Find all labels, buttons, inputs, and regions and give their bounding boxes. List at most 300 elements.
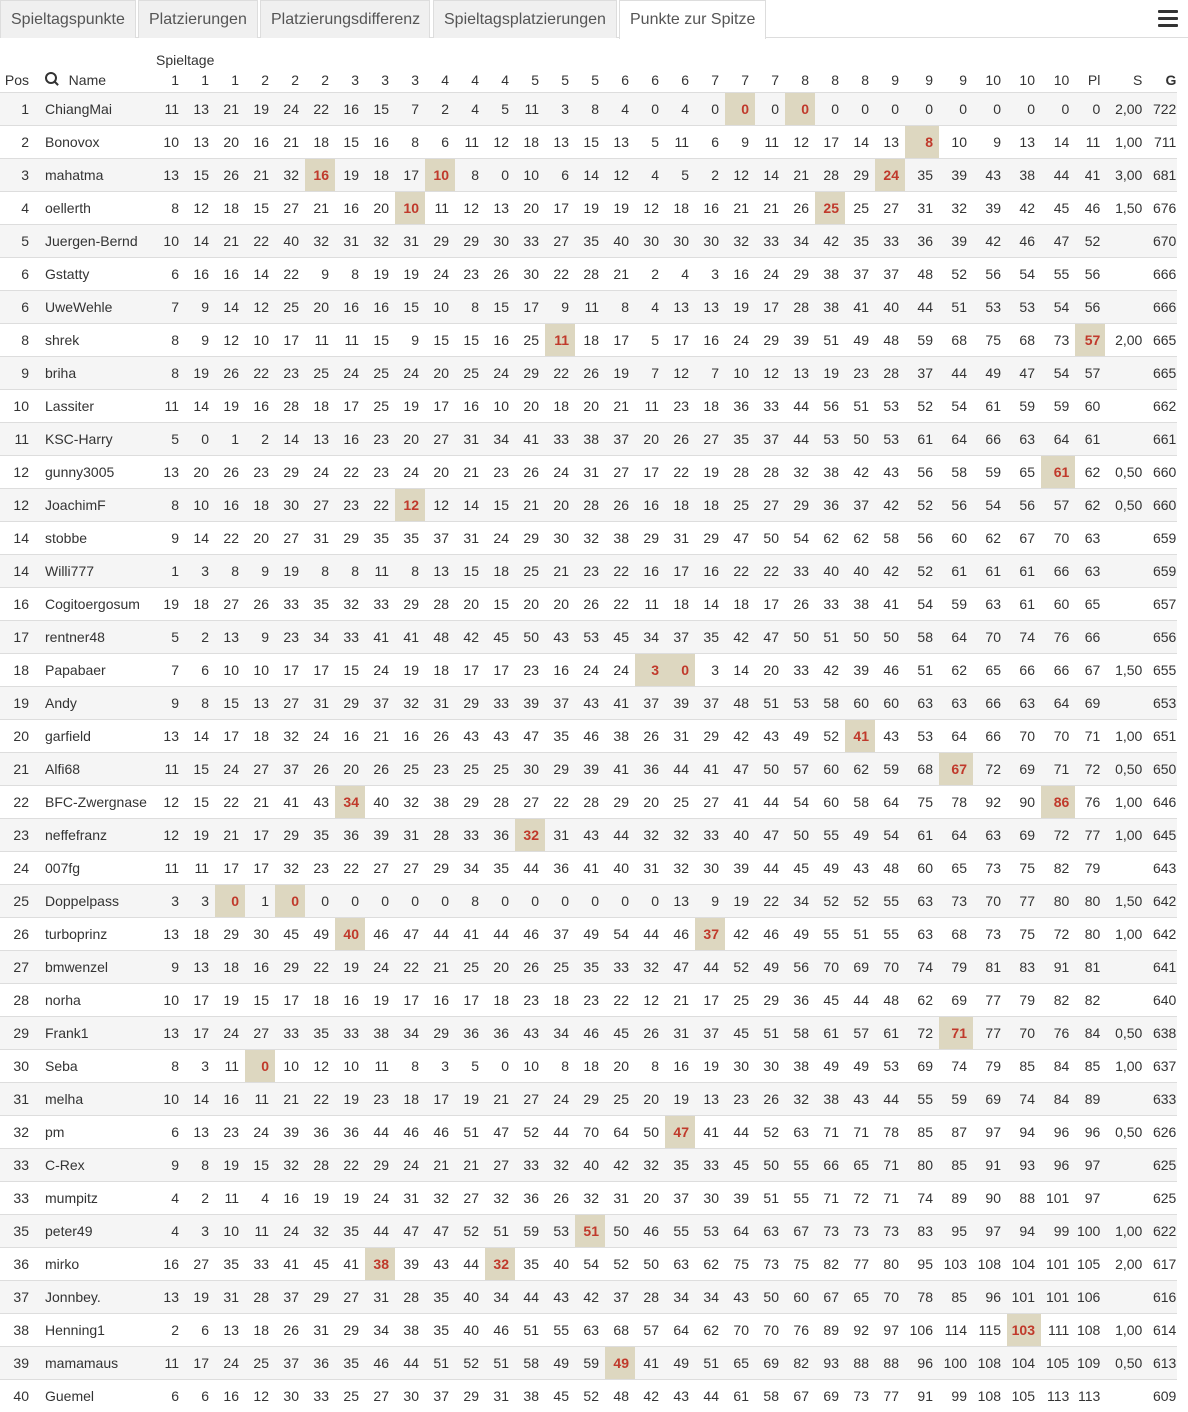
header-spieltag: 1 <box>171 72 179 88</box>
row-value: 34 <box>485 1281 515 1314</box>
row-value: 105 <box>1007 1380 1041 1412</box>
row-value: 6 <box>695 126 725 159</box>
row-g: 645 <box>1145 819 1177 852</box>
header-g[interactable]: G <box>1165 72 1177 88</box>
row-name[interactable]: Seba <box>35 1050 155 1083</box>
row-value: 48 <box>875 852 905 885</box>
row-value: 21 <box>215 93 245 126</box>
row-value: 70 <box>815 951 845 984</box>
row-name[interactable]: Juergen-Bernd <box>35 225 155 258</box>
row-value: 13 <box>665 885 695 918</box>
row-value: 20 <box>365 192 395 225</box>
row-value: 33 <box>365 588 395 621</box>
row-g: 643 <box>1145 852 1177 885</box>
row-value: 10 <box>485 390 515 423</box>
row-value: 0 <box>575 885 605 918</box>
tab-spieltagspunkte[interactable]: Spieltagspunkte <box>0 0 136 38</box>
row-value: 62 <box>939 654 973 687</box>
row-value: 25 <box>365 390 395 423</box>
row-value: 19 <box>185 819 215 852</box>
row-value: 15 <box>185 159 215 192</box>
row-name[interactable]: Alfi68 <box>35 753 155 786</box>
row-name[interactable]: mahatma <box>35 159 155 192</box>
row-name[interactable]: oellerth <box>35 192 155 225</box>
row-value: 27 <box>755 489 785 522</box>
row-value: 49 <box>755 951 785 984</box>
row-value: 13 <box>155 1017 185 1050</box>
row-value: 41 <box>605 753 635 786</box>
row-value: 13 <box>155 456 185 489</box>
row-value: 35 <box>395 522 425 555</box>
row-value: 64 <box>939 819 973 852</box>
table-row <box>0 951 1177 984</box>
row-value: 36 <box>305 1347 335 1380</box>
row-name[interactable]: stobbe <box>35 522 155 555</box>
row-value: 17 <box>215 720 245 753</box>
header-name-label: Name <box>68 72 107 88</box>
spieltage-group-label: Spieltage <box>156 52 215 68</box>
header-spieltag: 9 <box>959 72 967 88</box>
row-value: 32 <box>275 720 305 753</box>
row-value: 70 <box>1041 522 1075 555</box>
row-value: 32 <box>275 852 305 885</box>
row-value: 33 <box>335 1017 365 1050</box>
row-value: 30 <box>755 1050 785 1083</box>
table-row <box>0 291 1177 324</box>
row-value: 8 <box>455 159 485 192</box>
row-value: 28 <box>575 786 605 819</box>
row-value: 24 <box>545 456 575 489</box>
row-value: 29 <box>335 522 365 555</box>
row-value: 68 <box>605 1314 635 1347</box>
row-value: 20 <box>425 357 455 390</box>
row-value: 56 <box>973 258 1007 291</box>
row-pl: 52 <box>1075 225 1105 258</box>
row-value: 21 <box>365 720 395 753</box>
row-g: 657 <box>1145 588 1177 621</box>
row-name[interactable]: JoachimF <box>35 489 155 522</box>
table-row <box>0 489 1177 522</box>
table-row <box>0 1182 1177 1215</box>
row-value: 39 <box>845 654 875 687</box>
row-value: 40 <box>455 1314 485 1347</box>
row-name[interactable]: turboprinz <box>35 918 155 951</box>
row-value: 52 <box>455 1347 485 1380</box>
row-value: 44 <box>425 918 455 951</box>
row-value: 0 <box>335 885 365 918</box>
row-value: 11 <box>365 1050 395 1083</box>
row-name[interactable]: mumpitz <box>35 1182 155 1215</box>
row-value: 67 <box>1007 522 1041 555</box>
row-value: 11 <box>155 852 185 885</box>
row-value: 10 <box>155 126 185 159</box>
row-value: 58 <box>875 522 905 555</box>
row-value: 32 <box>575 522 605 555</box>
row-s <box>1105 621 1145 654</box>
header-spieltag: 2 <box>321 72 329 88</box>
tab-punkte-zur-spitze[interactable]: Punkte zur Spitze <box>619 0 766 39</box>
row-name[interactable]: KSC-Harry <box>35 423 155 456</box>
row-value: 0 <box>185 423 215 456</box>
header-spieltag: 10 <box>985 72 1001 88</box>
row-value: 31 <box>665 720 695 753</box>
row-g: 646 <box>1145 786 1177 819</box>
row-name[interactable]: Guemel <box>35 1380 155 1412</box>
row-value: 55 <box>785 1182 815 1215</box>
row-value: 43 <box>575 687 605 720</box>
row-value: 85 <box>1007 1050 1041 1083</box>
row-value: 92 <box>973 786 1007 819</box>
row-name[interactable]: pm <box>35 1116 155 1149</box>
row-value: 9 <box>185 291 215 324</box>
row-value: 31 <box>575 456 605 489</box>
row-name[interactable]: Cogitoergosum <box>35 588 155 621</box>
hamburger-menu-icon[interactable] <box>1158 10 1178 28</box>
row-pl: 62 <box>1075 489 1105 522</box>
row-value: 62 <box>695 1248 725 1281</box>
row-value: 60 <box>815 786 845 819</box>
row-name[interactable]: UweWehle <box>35 291 155 324</box>
row-value: 36 <box>515 1182 545 1215</box>
row-name[interactable]: 007fg <box>35 852 155 885</box>
row-value: 2 <box>185 1182 215 1215</box>
row-value: 22 <box>335 1149 365 1182</box>
row-value: 31 <box>635 852 665 885</box>
row-value: 26 <box>215 456 245 489</box>
row-name[interactable]: mirko <box>35 1248 155 1281</box>
row-value: 25 <box>605 1083 635 1116</box>
row-value: 8 <box>155 489 185 522</box>
row-value: 26 <box>305 753 335 786</box>
row-value: 4 <box>635 291 665 324</box>
row-name[interactable]: Andy <box>35 687 155 720</box>
row-value: 13 <box>155 159 185 192</box>
row-value: 41 <box>845 720 875 753</box>
row-value: 37 <box>275 1347 305 1380</box>
row-name[interactable]: Papabaer <box>35 654 155 687</box>
row-value: 45 <box>275 918 305 951</box>
row-value: 60 <box>845 687 875 720</box>
row-pos: 27 <box>0 951 35 984</box>
row-value: 27 <box>545 225 575 258</box>
row-value: 8 <box>455 291 485 324</box>
tab-spieltagsplatzierungen[interactable]: Spieltagsplatzierungen <box>433 0 617 38</box>
row-value: 44 <box>755 852 785 885</box>
row-name[interactable]: BFC-Zwergnase <box>35 786 155 819</box>
row-value: 37 <box>425 522 455 555</box>
row-value: 25 <box>365 357 395 390</box>
row-name[interactable]: Lassiter <box>35 390 155 423</box>
row-pl: 80 <box>1075 918 1105 951</box>
row-value: 14 <box>695 588 725 621</box>
row-pl: 97 <box>1075 1182 1105 1215</box>
row-value: 32 <box>335 588 365 621</box>
row-pl: 71 <box>1075 720 1105 753</box>
row-value: 63 <box>575 1314 605 1347</box>
row-value: 31 <box>485 1380 515 1412</box>
row-value: 26 <box>605 489 635 522</box>
row-value: 18 <box>215 192 245 225</box>
row-value: 36 <box>815 489 845 522</box>
row-value: 77 <box>1007 885 1041 918</box>
row-value: 10 <box>155 225 185 258</box>
row-value: 22 <box>245 225 275 258</box>
row-value: 42 <box>845 456 875 489</box>
row-value: 93 <box>815 1347 845 1380</box>
row-value: 26 <box>575 588 605 621</box>
row-value: 18 <box>695 489 725 522</box>
row-value: 41 <box>395 621 425 654</box>
row-pos: 9 <box>0 357 35 390</box>
row-value: 29 <box>425 1017 455 1050</box>
row-name[interactable]: peter49 <box>35 1215 155 1248</box>
row-value: 42 <box>725 720 755 753</box>
row-value: 18 <box>365 159 395 192</box>
row-name[interactable]: Doppelpass <box>35 885 155 918</box>
row-name[interactable]: rentner48 <box>35 621 155 654</box>
row-value: 27 <box>875 192 905 225</box>
row-value: 96 <box>1041 1149 1075 1182</box>
row-value: 31 <box>395 225 425 258</box>
row-value: 0 <box>785 93 815 126</box>
row-value: 74 <box>905 1182 939 1215</box>
row-value: 19 <box>395 654 425 687</box>
row-value: 17 <box>665 324 695 357</box>
row-value: 53 <box>905 720 939 753</box>
row-value: 52 <box>905 390 939 423</box>
row-value: 21 <box>755 192 785 225</box>
row-pos: 17 <box>0 621 35 654</box>
row-name[interactable]: bmwenzel <box>35 951 155 984</box>
row-value: 35 <box>725 423 755 456</box>
row-value: 17 <box>275 984 305 1017</box>
row-value: 41 <box>845 291 875 324</box>
row-value: 11 <box>425 192 455 225</box>
row-value: 20 <box>515 192 545 225</box>
row-pos: 8 <box>0 324 35 357</box>
row-value: 54 <box>575 1248 605 1281</box>
row-name[interactable]: gunny3005 <box>35 456 155 489</box>
row-value: 65 <box>1007 456 1041 489</box>
row-value: 44 <box>725 1116 755 1149</box>
table-row <box>0 720 1177 753</box>
row-value: 44 <box>785 390 815 423</box>
row-value: 70 <box>725 1314 755 1347</box>
row-value: 14 <box>185 720 215 753</box>
row-s: 0,50 <box>1105 1347 1145 1380</box>
row-value: 30 <box>545 522 575 555</box>
row-name[interactable]: Willi777 <box>35 555 155 588</box>
row-value: 33 <box>605 951 635 984</box>
row-pos: 16 <box>0 588 35 621</box>
row-value: 74 <box>939 1050 973 1083</box>
row-pos: 35 <box>0 1215 35 1248</box>
row-pl: 46 <box>1075 192 1105 225</box>
row-value: 51 <box>845 918 875 951</box>
search-icon[interactable] <box>45 72 57 84</box>
row-value: 10 <box>939 126 973 159</box>
row-value: 24 <box>485 522 515 555</box>
row-name[interactable]: Bonovox <box>35 126 155 159</box>
row-value: 34 <box>695 1281 725 1314</box>
row-value: 20 <box>485 951 515 984</box>
row-value: 23 <box>305 852 335 885</box>
row-value: 25 <box>545 951 575 984</box>
row-value: 21 <box>425 951 455 984</box>
row-name[interactable]: mamamaus <box>35 1347 155 1380</box>
row-value: 103 <box>939 1248 973 1281</box>
row-value: 77 <box>973 1017 1007 1050</box>
tab-platzierungen[interactable]: Platzierungen <box>138 0 258 38</box>
row-value: 8 <box>155 1050 185 1083</box>
row-value: 74 <box>1007 621 1041 654</box>
row-value: 28 <box>875 357 905 390</box>
row-value: 22 <box>755 555 785 588</box>
row-value: 41 <box>635 1347 665 1380</box>
row-value: 63 <box>973 819 1007 852</box>
row-value: 70 <box>1007 720 1041 753</box>
header-pl[interactable]: Pl <box>1087 72 1101 88</box>
row-value: 16 <box>185 258 215 291</box>
row-value: 113 <box>1041 1380 1075 1412</box>
row-value: 32 <box>725 225 755 258</box>
row-value: 13 <box>305 423 335 456</box>
row-pos: 6 <box>0 258 35 291</box>
table-row <box>0 1017 1177 1050</box>
row-value: 0 <box>845 93 875 126</box>
row-value: 29 <box>515 522 545 555</box>
header-s[interactable]: S <box>1132 72 1143 88</box>
row-s <box>1105 522 1145 555</box>
row-pl: 56 <box>1075 291 1105 324</box>
row-value: 25 <box>845 192 875 225</box>
row-value: 28 <box>725 456 755 489</box>
row-value: 22 <box>335 852 365 885</box>
header-spieltag: 3 <box>351 72 359 88</box>
row-value: 9 <box>155 687 185 720</box>
row-name[interactable]: melha <box>35 1083 155 1116</box>
row-name[interactable]: Jonnbey. <box>35 1281 155 1314</box>
row-name[interactable]: Frank1 <box>35 1017 155 1050</box>
table-row <box>0 456 1177 489</box>
row-value: 23 <box>335 489 365 522</box>
row-name[interactable]: neffefranz <box>35 819 155 852</box>
header-name[interactable] <box>35 68 155 93</box>
row-name[interactable]: briha <box>35 357 155 390</box>
row-name[interactable]: shrek <box>35 324 155 357</box>
table-row <box>0 225 1177 258</box>
tab-platzierungsdifferenz[interactable]: Platzierungsdifferenz <box>260 0 430 38</box>
row-value: 17 <box>215 852 245 885</box>
row-value: 49 <box>973 357 1007 390</box>
row-pl: 62 <box>1075 456 1105 489</box>
row-g: 660 <box>1145 456 1177 489</box>
row-value: 76 <box>785 1314 815 1347</box>
row-name[interactable]: C-Rex <box>35 1149 155 1182</box>
row-name[interactable]: garfield <box>35 720 155 753</box>
row-value: 10 <box>335 1050 365 1083</box>
row-value: 47 <box>1007 357 1041 390</box>
row-pos: 38 <box>0 1314 35 1347</box>
header-spieltag: 6 <box>651 72 659 88</box>
row-value: 72 <box>845 1182 875 1215</box>
row-s <box>1105 588 1145 621</box>
row-name[interactable]: norha <box>35 984 155 1017</box>
row-value: 40 <box>575 1149 605 1182</box>
row-g: 613 <box>1145 1347 1177 1380</box>
row-value: 2 <box>245 423 275 456</box>
row-value: 76 <box>1041 621 1075 654</box>
row-value: 51 <box>575 1215 605 1248</box>
row-value: 8 <box>155 357 185 390</box>
row-value: 49 <box>605 1347 635 1380</box>
row-value: 41 <box>605 687 635 720</box>
row-s <box>1105 390 1145 423</box>
row-name[interactable]: ChiangMai <box>35 93 155 126</box>
row-g: 659 <box>1145 522 1177 555</box>
row-value: 16 <box>695 192 725 225</box>
row-value: 38 <box>785 1050 815 1083</box>
row-name[interactable]: Henning1 <box>35 1314 155 1347</box>
row-value: 25 <box>245 1347 275 1380</box>
row-value: 15 <box>455 324 485 357</box>
row-value: 33 <box>695 819 725 852</box>
table-row <box>0 258 1177 291</box>
row-value: 41 <box>875 588 905 621</box>
row-value: 20 <box>185 456 215 489</box>
row-pos: 1 <box>0 93 35 126</box>
table-row <box>0 324 1177 357</box>
row-g: 666 <box>1145 258 1177 291</box>
row-value: 8 <box>545 1050 575 1083</box>
row-value: 35 <box>485 852 515 885</box>
table-row <box>0 357 1177 390</box>
row-value: 19 <box>695 1050 725 1083</box>
row-value: 52 <box>845 885 875 918</box>
row-name[interactable]: Gstatty <box>35 258 155 291</box>
row-value: 101 <box>1041 1182 1075 1215</box>
row-value: 15 <box>335 654 365 687</box>
row-value: 12 <box>425 489 455 522</box>
row-value: 28 <box>635 1281 665 1314</box>
row-value: 15 <box>335 126 365 159</box>
table-row <box>0 1215 1177 1248</box>
row-value: 44 <box>755 786 785 819</box>
row-value: 26 <box>635 1017 665 1050</box>
row-value: 22 <box>545 786 575 819</box>
row-s: 2,00 <box>1105 324 1145 357</box>
row-value: 70 <box>875 1281 905 1314</box>
row-value: 70 <box>1041 720 1075 753</box>
row-value: 58 <box>755 1380 785 1412</box>
row-value: 13 <box>425 555 455 588</box>
row-value: 0 <box>635 885 665 918</box>
row-value: 21 <box>515 489 545 522</box>
row-value: 21 <box>215 225 245 258</box>
row-value: 46 <box>365 1347 395 1380</box>
row-value: 26 <box>215 159 245 192</box>
row-value: 6 <box>185 654 215 687</box>
row-s <box>1105 258 1145 291</box>
row-s: 0,50 <box>1105 456 1145 489</box>
row-value: 59 <box>575 1347 605 1380</box>
row-value: 29 <box>605 786 635 819</box>
header-pos[interactable]: Pos <box>4 72 29 88</box>
row-value: 17 <box>515 291 545 324</box>
row-value: 14 <box>185 390 215 423</box>
row-value: 19 <box>215 390 245 423</box>
row-pos: 14 <box>0 522 35 555</box>
